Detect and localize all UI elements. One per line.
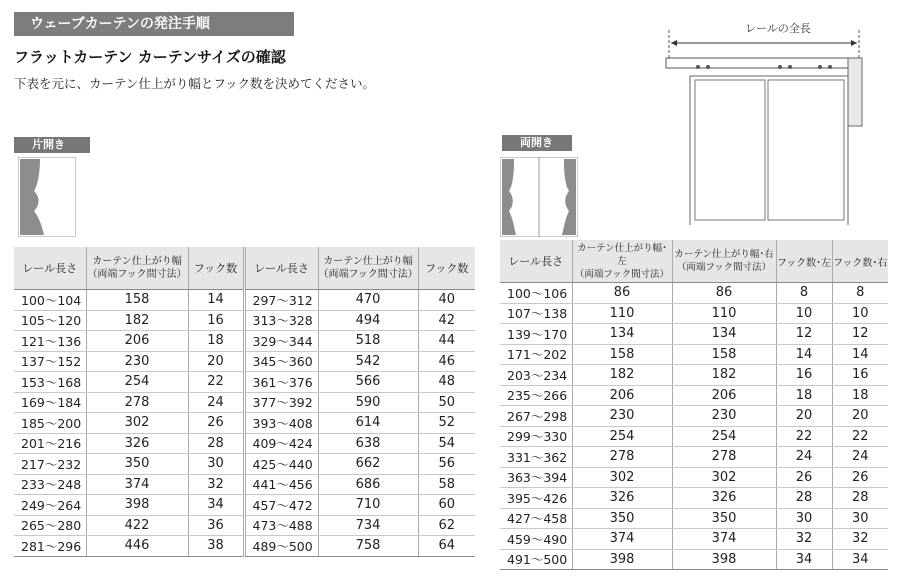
cell-hook-count-right: 12 [832,324,888,345]
cell-hook-count: 62 [418,515,475,536]
cell-hook-count-right: 8 [832,283,888,304]
cell-rail-length: 281～296 [14,536,86,557]
cell-rail-length: 139～170 [500,324,572,345]
cell-hook-count: 60 [418,495,475,516]
col-hook-count-right: フック数･右 [832,240,888,283]
cell-hook-count-right: 26 [832,467,888,488]
cell-rail-length: 153～168 [14,372,86,393]
cell-finished-width-left: 206 [572,385,672,406]
cell-finished-width: 542 [318,351,418,372]
table-row [500,529,888,550]
cell-hook-count: 14 [188,290,244,311]
table-row [14,310,475,331]
col-finished-width: カーテン仕上がり幅 （両端フック間寸法） [318,247,418,290]
col-hook-count: フック数 [418,247,475,290]
cell-rail-length: 345～360 [244,351,318,372]
cell-hook-count: 50 [418,392,475,413]
cell-rail-length: 105～120 [14,310,86,331]
cell-finished-width-right: 398 [672,549,776,570]
cell-rail-length: 100～104 [14,290,86,311]
cell-hook-count: 28 [188,433,244,454]
cell-rail-length: 107～138 [500,303,572,324]
cell-hook-count: 54 [418,433,475,454]
cell-hook-count-left: 16 [776,365,832,386]
cell-hook-count: 24 [188,392,244,413]
cell-hook-count: 36 [188,515,244,536]
cell-rail-length: 121～136 [14,331,86,352]
cell-hook-count-left: 14 [776,344,832,365]
cell-finished-width-left: 110 [572,303,672,324]
cell-finished-width: 350 [86,454,188,475]
cell-finished-width-right: 86 [672,283,776,304]
cell-hook-count-right: 34 [832,549,888,570]
cell-finished-width-right: 182 [672,365,776,386]
cell-hook-count-left: 22 [776,426,832,447]
cell-finished-width-right: 326 [672,488,776,509]
cell-finished-width-left: 374 [572,529,672,550]
table-row [500,406,888,427]
cell-rail-length: 363～394 [500,467,572,488]
cell-rail-length: 409～424 [244,433,318,454]
col-finished-width: カーテン仕上がり幅 （両端フック間寸法） [86,247,188,290]
col-rail-length: レール長さ [500,240,572,283]
cell-hook-count: 56 [418,454,475,475]
cell-hook-count-left: 20 [776,406,832,427]
cell-rail-length: 233～248 [14,474,86,495]
cell-finished-width: 446 [86,536,188,557]
cell-finished-width: 494 [318,310,418,331]
cell-hook-count: 26 [188,413,244,434]
single-opening-table [14,247,475,557]
table-row [14,515,475,536]
cell-finished-width: 686 [318,474,418,495]
cell-rail-length: 361～376 [244,372,318,393]
cell-rail-length: 393～408 [244,413,318,434]
cell-hook-count-left: 26 [776,467,832,488]
cell-hook-count-left: 10 [776,303,832,324]
cell-rail-length: 185～200 [14,413,86,434]
cell-finished-width-left: 134 [572,324,672,345]
table-row [14,433,475,454]
cell-rail-length: 329～344 [244,331,318,352]
table-row [500,467,888,488]
cell-finished-width: 302 [86,413,188,434]
cell-rail-length: 100～106 [500,283,572,304]
cell-finished-width: 326 [86,433,188,454]
cell-hook-count-right: 18 [832,385,888,406]
cell-finished-width: 422 [86,515,188,536]
double-opening-table [500,240,888,570]
col-hook-count-left: フック数･左 [776,240,832,283]
cell-finished-width-right: 350 [672,508,776,529]
cell-rail-length: 171～202 [500,344,572,365]
cell-hook-count: 38 [188,536,244,557]
table-row [14,536,475,557]
cell-rail-length: 203～234 [500,365,572,386]
double-curtain-icon [500,157,578,237]
cell-rail-length: 491～500 [500,549,572,570]
table-row [14,413,475,434]
cell-rail-length: 313～328 [244,310,318,331]
table-row [14,474,475,495]
cell-finished-width: 206 [86,331,188,352]
table-row [500,488,888,509]
col-rail-length: レール長さ [14,247,86,290]
cell-finished-width-left: 254 [572,426,672,447]
cell-rail-length: 473～488 [244,515,318,536]
cell-finished-width: 278 [86,392,188,413]
cell-rail-length: 427～458 [500,508,572,529]
cell-finished-width-left: 302 [572,467,672,488]
cell-finished-width-right: 206 [672,385,776,406]
cell-hook-count: 20 [188,351,244,372]
cell-rail-length: 395～426 [500,488,572,509]
cell-hook-count: 44 [418,331,475,352]
page-subtitle: フラットカーテン カーテンサイズの確認 [14,48,286,66]
cell-hook-count-right: 22 [832,426,888,447]
cell-rail-length: 459～490 [500,529,572,550]
cell-finished-width: 662 [318,454,418,475]
cell-finished-width: 614 [318,413,418,434]
cell-hook-count: 58 [418,474,475,495]
cell-rail-length: 235～266 [500,385,572,406]
table-row [500,303,888,324]
table-row [500,344,888,365]
cell-finished-width: 374 [86,474,188,495]
cell-finished-width-right: 110 [672,303,776,324]
cell-finished-width: 518 [318,331,418,352]
cell-rail-length: 441～456 [244,474,318,495]
cell-rail-length: 425～440 [244,454,318,475]
cell-hook-count-left: 28 [776,488,832,509]
cell-hook-count-right: 28 [832,488,888,509]
cell-hook-count-right: 32 [832,529,888,550]
table-row [14,454,475,475]
cell-hook-count: 52 [418,413,475,434]
cell-finished-width-right: 134 [672,324,776,345]
cell-rail-length: 331～362 [500,447,572,468]
cell-finished-width: 566 [318,372,418,393]
cell-rail-length: 457～472 [244,495,318,516]
cell-hook-count-right: 20 [832,406,888,427]
single-curtain-icon [18,157,76,237]
cell-rail-length: 169～184 [14,392,86,413]
table-row [14,331,475,352]
cell-finished-width: 590 [318,392,418,413]
cell-finished-width: 734 [318,515,418,536]
cell-finished-width-left: 350 [572,508,672,529]
cell-rail-length: 377～392 [244,392,318,413]
cell-finished-width-left: 182 [572,365,672,386]
cell-rail-length: 265～280 [14,515,86,536]
cell-finished-width: 182 [86,310,188,331]
cell-rail-length: 267～298 [500,406,572,427]
cell-hook-count-left: 18 [776,385,832,406]
cell-finished-width: 254 [86,372,188,393]
table-row [14,372,475,393]
cell-hook-count: 32 [188,474,244,495]
table-row [14,351,475,372]
cell-hook-count-left: 32 [776,529,832,550]
cell-hook-count-right: 16 [832,365,888,386]
table-row [500,508,888,529]
cell-finished-width-left: 398 [572,549,672,570]
cell-finished-width: 470 [318,290,418,311]
double-opening-tag: 両開き [502,135,572,151]
page-description: 下表を元に、カーテン仕上がり幅とフック数を決めてください。 [14,76,376,91]
cell-hook-count-left: 8 [776,283,832,304]
cell-hook-count: 46 [418,351,475,372]
table-row [500,365,888,386]
cell-hook-count: 40 [418,290,475,311]
cell-finished-width-right: 254 [672,426,776,447]
cell-hook-count: 16 [188,310,244,331]
cell-rail-length: 201～216 [14,433,86,454]
cell-rail-length: 299～330 [500,426,572,447]
cell-hook-count-right: 14 [832,344,888,365]
cell-hook-count: 18 [188,331,244,352]
cell-hook-count-right: 10 [832,303,888,324]
cell-hook-count: 34 [188,495,244,516]
cell-hook-count: 48 [418,372,475,393]
cell-finished-width-left: 230 [572,406,672,427]
cell-hook-count-left: 34 [776,549,832,570]
cell-hook-count-left: 24 [776,447,832,468]
rail-diagram [650,10,890,225]
cell-hook-count-right: 24 [832,447,888,468]
cell-hook-count-left: 30 [776,508,832,529]
cell-rail-length: 489～500 [244,536,318,557]
cell-finished-width: 710 [318,495,418,516]
table-row [500,324,888,345]
cell-hook-count-right: 30 [832,508,888,529]
cell-hook-count: 64 [418,536,475,557]
table-row [14,290,475,311]
cell-rail-length: 137～152 [14,351,86,372]
cell-finished-width-left: 86 [572,283,672,304]
col-finished-width-right: カーテン仕上がり幅･右 （両端フック間寸法） [672,240,776,283]
table-row [500,426,888,447]
cell-finished-width-right: 230 [672,406,776,427]
table-row [14,392,475,413]
cell-finished-width: 638 [318,433,418,454]
table-row [500,447,888,468]
table-row [500,283,888,304]
cell-hook-count: 42 [418,310,475,331]
cell-finished-width-right: 374 [672,529,776,550]
cell-finished-width-left: 158 [572,344,672,365]
section-title: ウェーブカーテンの発注手順 [14,12,294,36]
cell-hook-count: 22 [188,372,244,393]
col-finished-width-left: カーテン仕上がり幅･左 （両端フック間寸法） [572,240,672,283]
table-row [14,495,475,516]
table-row [500,549,888,570]
cell-finished-width: 230 [86,351,188,372]
cell-finished-width: 158 [86,290,188,311]
cell-finished-width-left: 326 [572,488,672,509]
cell-finished-width-right: 302 [672,467,776,488]
cell-rail-length: 217～232 [14,454,86,475]
cell-finished-width-left: 278 [572,447,672,468]
cell-finished-width-right: 278 [672,447,776,468]
col-rail-length: レール長さ [244,247,318,290]
cell-rail-length: 297～312 [244,290,318,311]
single-opening-tag: 片開き [14,137,90,153]
cell-finished-width: 758 [318,536,418,557]
cell-rail-length: 249～264 [14,495,86,516]
cell-finished-width: 398 [86,495,188,516]
table-row [500,385,888,406]
rail-length-label: レールの全長 [745,22,811,35]
cell-hook-count-left: 12 [776,324,832,345]
cell-hook-count: 30 [188,454,244,475]
cell-finished-width-right: 158 [672,344,776,365]
col-hook-count: フック数 [188,247,244,290]
